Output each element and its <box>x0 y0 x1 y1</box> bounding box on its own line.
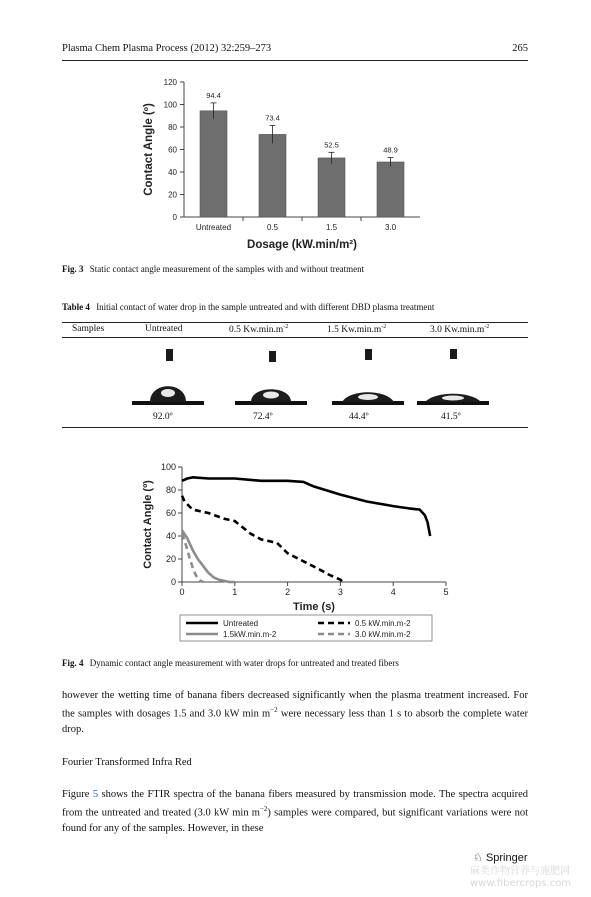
fig3-bar-chart <box>140 70 440 255</box>
table-header-samples: Samples <box>72 324 105 334</box>
data-label-1: 73.4 <box>265 113 280 123</box>
x-axis-label: Time (s) <box>293 601 335 613</box>
fig4-caption <box>62 658 399 668</box>
x-tick-label: 0 <box>179 587 185 597</box>
table-header-0-5: 0.5 $Kw.\min.m^{-2}$ <box>229 324 289 336</box>
x-tick-label: 5 <box>443 587 449 597</box>
y-tick-label: 40 <box>168 168 177 177</box>
bar-2 <box>318 158 345 217</box>
legend-label-1: 0.5 kW.min.m-2 <box>355 619 411 628</box>
y-tick-label: 20 <box>168 190 177 200</box>
y-tick-label: 80 <box>168 123 177 132</box>
x-tick-label-0: Untreated <box>195 223 232 232</box>
table-header-1-5: 1.5 $Kw.\min.m^{-2}$ <box>327 324 387 336</box>
page-number: 265 <box>512 43 528 54</box>
angle-0-5: 72.4º <box>253 412 273 422</box>
section-title: Fourier Transformed Infra Red <box>62 757 192 768</box>
y-tick-label: 60 <box>168 145 177 155</box>
table4-caption-text: Initial contact of water drop in the sample untreated and with different DBD plasma treatment <box>96 302 435 312</box>
table4-caption-label: Table 4 <box>62 302 90 312</box>
drop-image-3-0 <box>415 345 490 410</box>
y-tick-label: 0 <box>170 577 176 587</box>
series-line-0 <box>182 477 430 536</box>
x-tick-label: 2 <box>285 587 291 597</box>
fig4-caption-label: Fig. 4 <box>62 658 84 668</box>
table-header-3-0: 3.0 $Kw.\min.m^{-2}$ <box>430 324 490 336</box>
data-label-3: 48.9 <box>383 145 398 155</box>
data-label-0: 94.4 <box>206 90 221 100</box>
data-label-2: 52.5 <box>324 140 339 150</box>
running-header: Plasma Chem Plasma Process (2012) 32:259–273 <box>62 43 272 54</box>
table4-caption <box>62 302 434 312</box>
drop-image-0-5 <box>233 345 308 410</box>
x-tick-label-1: 0.5 <box>266 223 279 232</box>
angle-1-5: 44.4º <box>349 412 369 422</box>
paragraph-1: however the wetting time of banana fibers decreased significantly when the plasma treatment increased. For the samples with dosages 1.5 and 3.0 kW $\min m^{-2}$ were necessary less than 1 s to absorb the complete water drop. <box>62 690 528 735</box>
fig4-caption-text: Dynamic contact angle measurement with water drops for untreated and treated fibers <box>89 658 399 668</box>
paragraph-2: Figure 5 shows the FTIR spectra of the banana fibers measured by transmission mode. The spectra acquired from the untreated and treated (3.0 kW $\min m^{-2}$) samples were compared, but significant variations were not found for any of the samples. However, in these <box>62 789 528 834</box>
x-tick-label: 1 <box>232 587 238 597</box>
y-tick-label: 20 <box>165 554 176 564</box>
fig3-caption-text: Static contact angle measurement of the samples with and without treatment <box>89 264 365 274</box>
legend-label-2: 1.5kW.min.m-2 <box>223 630 277 639</box>
table-top-rule <box>62 322 528 323</box>
table-header-rule <box>62 337 528 338</box>
y-axis-label: Contact Angle (º) <box>142 480 154 569</box>
table-bottom-rule <box>62 427 528 428</box>
y-tick-label: 80 <box>165 485 176 495</box>
springer-logo: ♘ Springer <box>473 852 528 864</box>
watermark: 麻类作物营养与施肥网 www.fibercrops.com <box>470 866 572 889</box>
x-tick-label: 3 <box>337 587 343 597</box>
drop-image-1-5 <box>330 345 405 410</box>
fig3-caption <box>62 264 364 274</box>
y-tick-label: 100 <box>163 100 177 110</box>
fig4-line-chart <box>140 455 460 647</box>
bar-0 <box>200 111 227 217</box>
bar-1 <box>259 134 286 217</box>
x-tick-label-3: 3.0 <box>384 223 397 232</box>
legend-label-3: 3.0 kW.min.m-2 <box>355 630 411 639</box>
x-tick-label: 4 <box>390 587 396 597</box>
angle-untreated: 92.0º <box>153 412 173 422</box>
figure-link[interactable]: 5 <box>92 789 99 800</box>
fig3-caption-label: Fig. 3 <box>62 264 84 274</box>
legend-label-0: Untreated <box>223 619 259 628</box>
x-tick-label-2: 1.5 <box>325 223 338 232</box>
y-tick-label: 120 <box>163 78 177 87</box>
y-tick-label: 0 <box>172 213 177 222</box>
y-tick-label: 100 <box>160 462 176 472</box>
series-line-3 <box>182 534 203 582</box>
drop-image-untreated <box>130 345 205 410</box>
springer-horse-icon: ♘ <box>473 852 483 864</box>
header-rule <box>62 60 528 61</box>
table-header-untreated: Untreated <box>145 324 183 334</box>
bar-3 <box>377 162 404 217</box>
y-tick-label: 60 <box>165 508 176 518</box>
angle-3-0: 41.5º <box>441 412 461 422</box>
y-tick-label: 40 <box>165 531 176 541</box>
y-axis-label: Contact Angle (º) <box>143 103 155 196</box>
x-axis-label: Dosage (kW.min/m²) <box>247 239 357 251</box>
